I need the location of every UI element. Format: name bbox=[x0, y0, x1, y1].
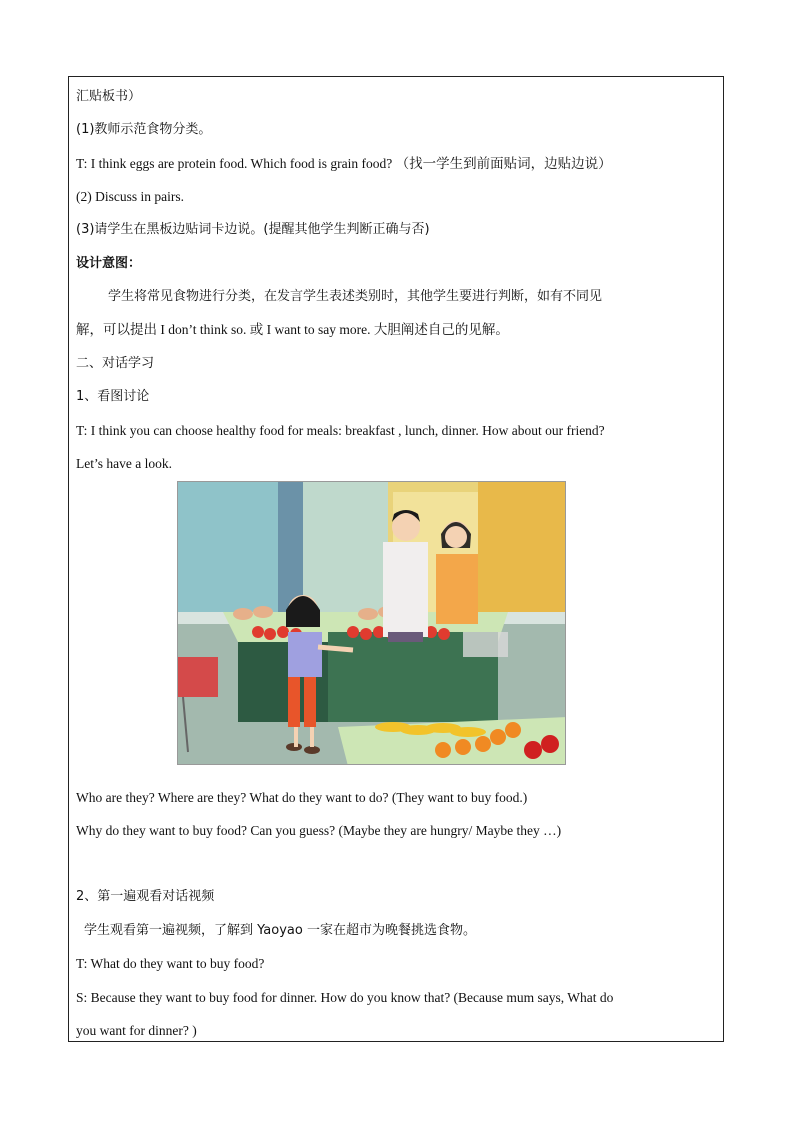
text-line-word-cards: (3)请学生在黑板边贴词卡边说。(提醒其他学生判断正确与否) bbox=[76, 222, 430, 237]
text-line-student-dinner: S: Because they want to buy food for dinner. How do you know that? (Because mum says, What do bbox=[76, 990, 614, 1005]
subheading-first-video: 2、第一遍观看对话视频 bbox=[76, 889, 215, 904]
text-line-have-a-look: Let’s have a look. bbox=[76, 456, 172, 471]
text-line-healthy-food: T: I think you can choose healthy food for meals: breakfast , lunch, dinner. How about our friend? bbox=[76, 423, 605, 438]
text-line-student-dinner-cont: you want for dinner? ) bbox=[76, 1023, 197, 1038]
text-line-teacher-question: T: I think eggs are protein food. Which food is grain food? （找一学生到前面贴词，边贴边说） bbox=[76, 156, 612, 171]
text-line-watch-video: 学生观看第一遍视频，了解到 Yaoyao 一家在超市为晚餐挑选食物。 bbox=[84, 923, 476, 938]
text-line-why-buy: Why do they want to buy food? Can you guess? (Maybe they are hungry/ Maybe they …) bbox=[76, 823, 562, 838]
text-line-board: 汇贴板书） bbox=[76, 89, 142, 104]
text-line-design-intent-1: 学生将常见食物进行分类，在发言学生表述类别时，其他学生要进行判断，如有不同见 bbox=[108, 289, 603, 304]
subheading-picture-discussion: 1、看图讨论 bbox=[76, 389, 150, 404]
supermarket-illustration bbox=[177, 481, 566, 765]
text-line-who-where: Who are they? Where are they? What do they want to do? (They want to buy food.) bbox=[76, 790, 528, 805]
section-heading-dialogue: 二、对话学习 bbox=[76, 356, 155, 371]
text-line-discuss-pairs: (2) Discuss in pairs. bbox=[76, 189, 184, 204]
text-line-teacher-demo: (1)教师示范食物分类。 bbox=[76, 122, 212, 137]
section-heading-design-intent: 设计意图： bbox=[76, 256, 142, 271]
text-line-design-intent-2: 解，可以提出 I don’t think so. 或 I want to say more. 大胆阐述自己的见解。 bbox=[76, 322, 509, 337]
text-line-teacher-buy-food: T: What do they want to buy food? bbox=[76, 956, 265, 971]
